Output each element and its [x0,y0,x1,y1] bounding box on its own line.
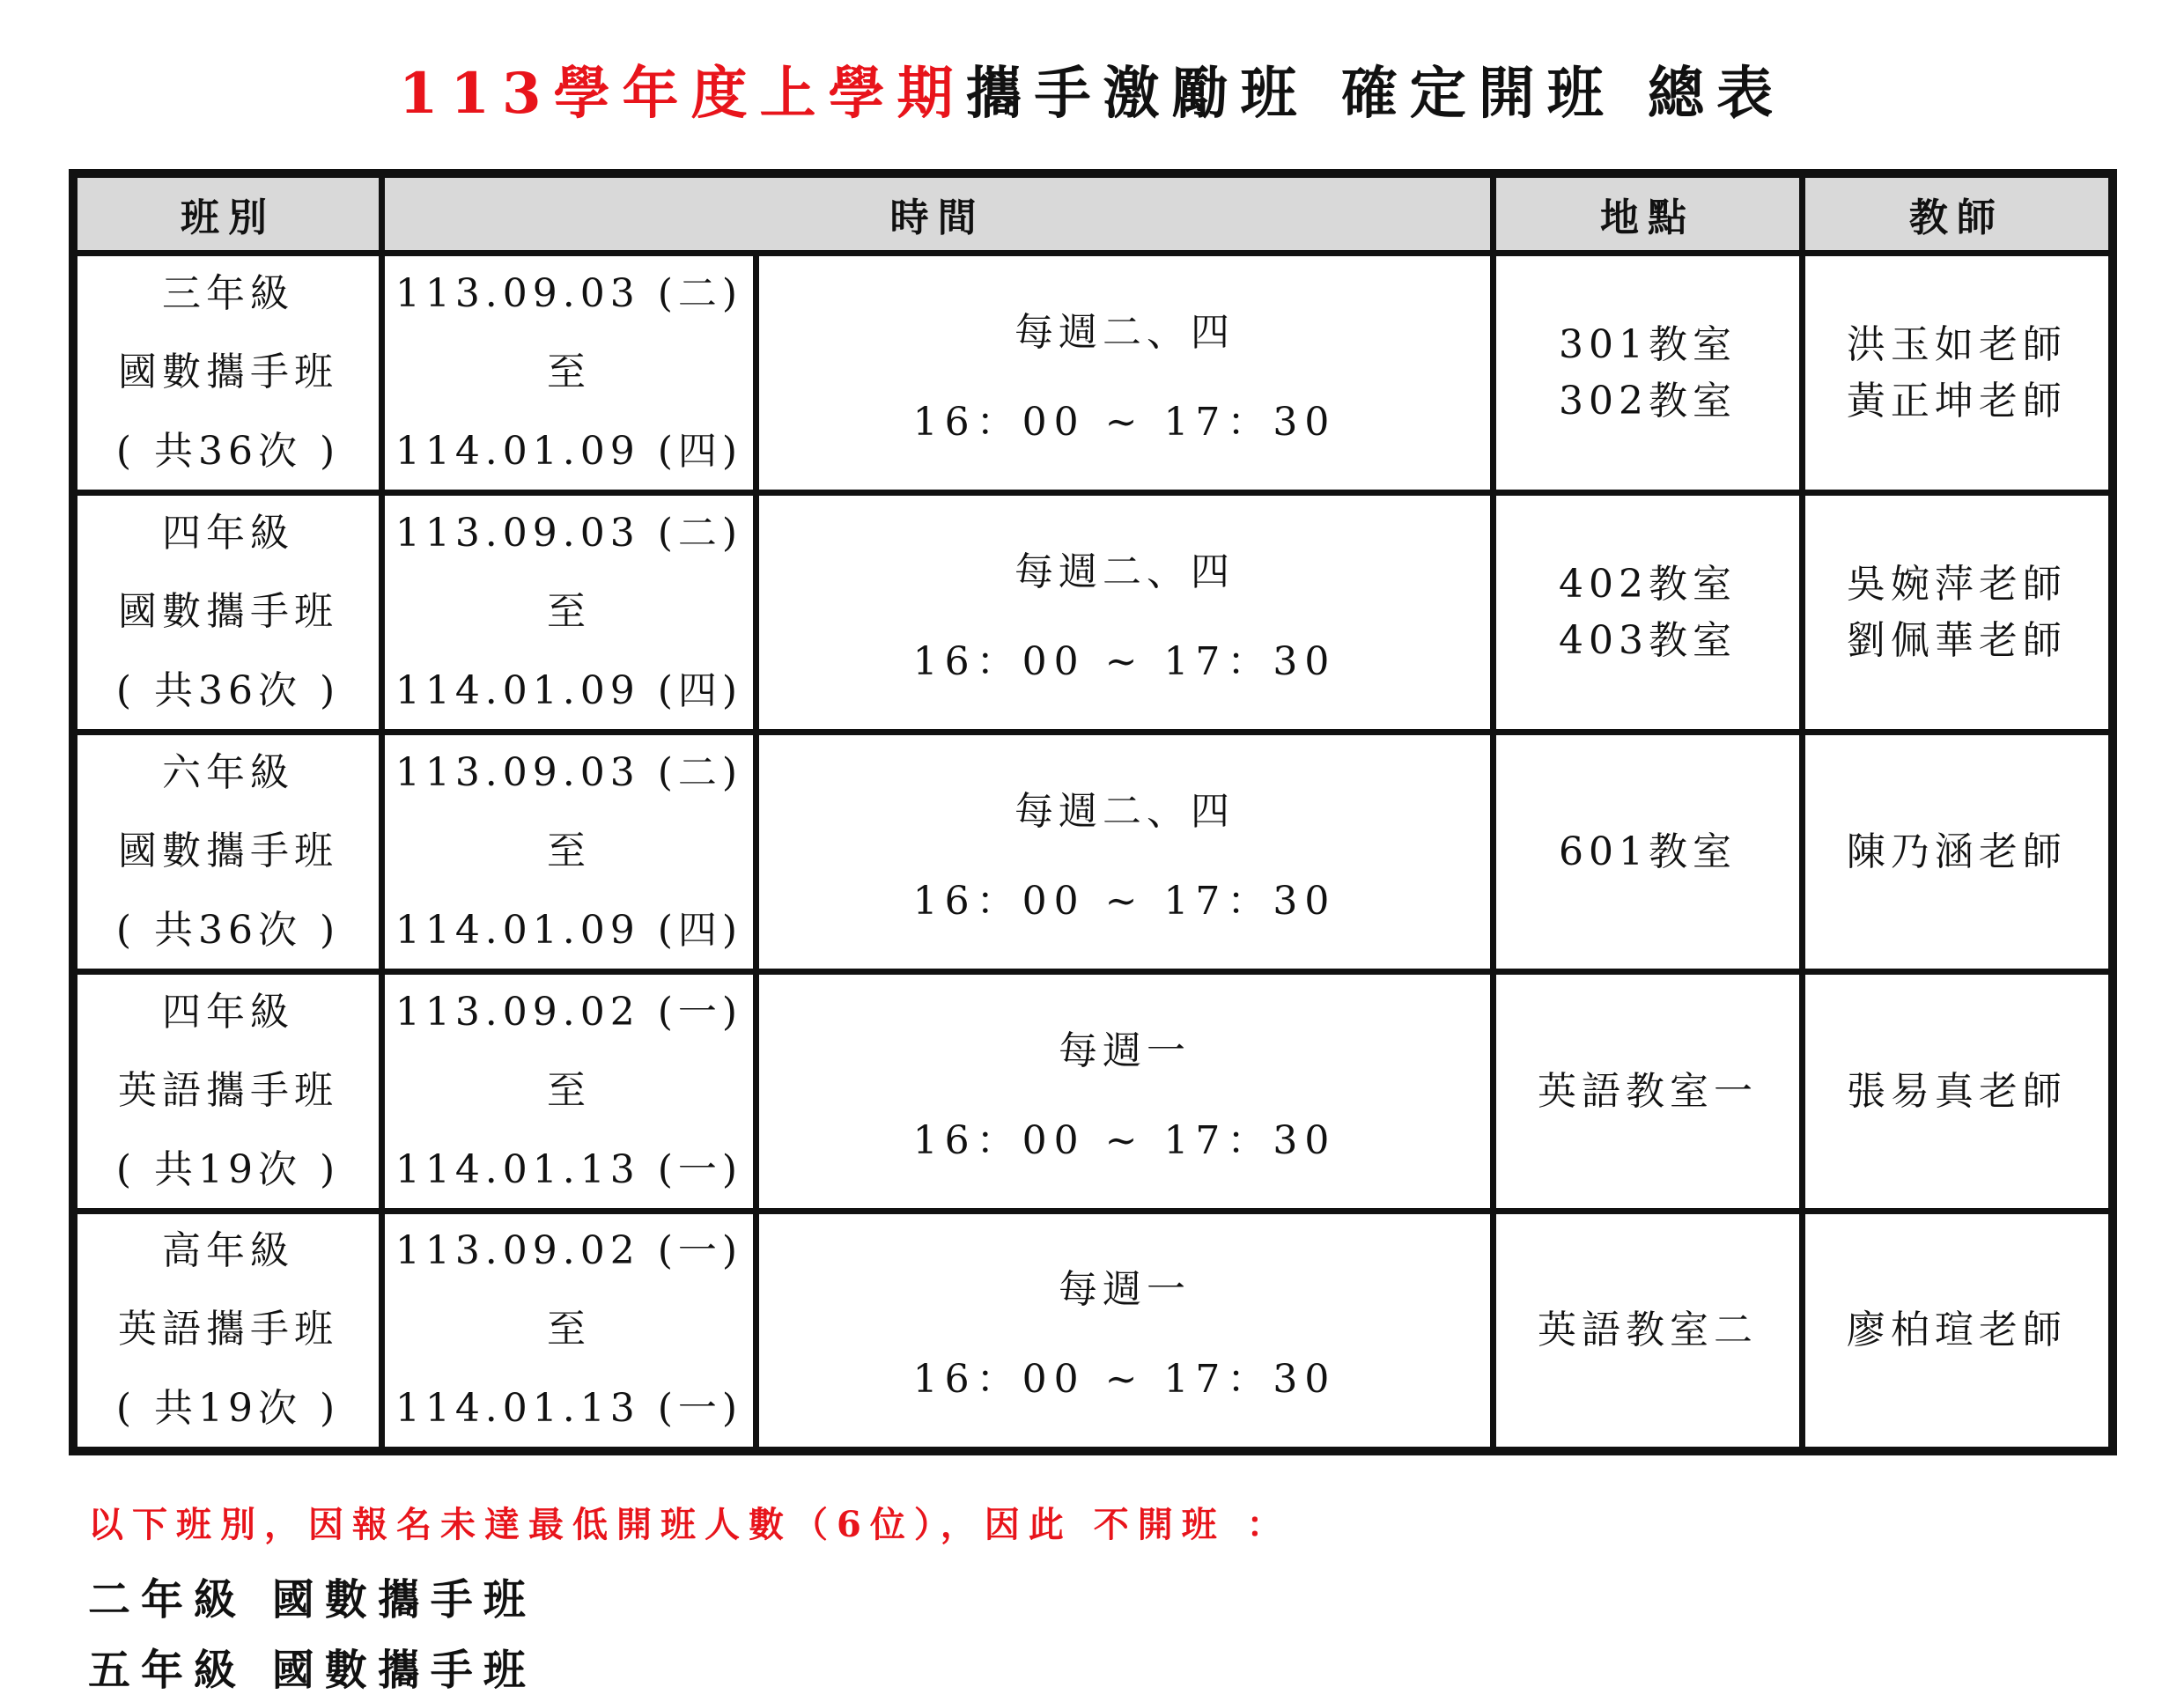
start-date: 113.09.03 (二) [395,510,743,556]
closed-class-item: 二年級 國數攜手班 [88,1575,536,1625]
session-count: ( 共36次 ) [115,428,341,474]
class-name: 國數攜手班 [118,829,339,874]
end-date: 114.01.09 (四) [395,907,743,953]
room: 英語教室一 [1538,1068,1759,1114]
title-description: 攜手激勵班 確定開班 總表 [965,61,1786,127]
weekly-frequency: 每週二、四 [1015,788,1236,834]
class-name: 英語攜手班 [118,1068,339,1114]
session-count: ( 共19次 ) [115,1385,341,1431]
session-count: ( 共19次 ) [115,1146,341,1192]
teacher-name: 吳婉萍老師 [1846,561,2067,607]
room: 302教室 [1559,378,1738,424]
header-location: 地點 [1494,173,1803,254]
date-range-cell [382,733,756,972]
weekly-time-cell [756,254,1493,493]
teacher-name: 陳乃涵老師 [1846,829,2067,874]
class-hours: 16：00 ~ 17：30 [912,638,1337,684]
class-cell [73,972,382,1212]
grade-label: 三年級 [162,270,295,316]
header-teacher: 教師 [1802,173,2113,254]
table-row [73,1212,2113,1451]
table-row [73,972,2113,1212]
end-date: 114.01.13 (一) [395,1146,743,1192]
class-hours: 16：00 ~ 17：30 [912,399,1337,445]
teacher-cell [1802,733,2113,972]
class-cell [73,254,382,493]
class-hours: 16：00 ~ 17：30 [912,1117,1337,1163]
date-range-cell [382,1212,756,1451]
teacher-name: 洪玉如老師 [1846,321,2067,367]
weekly-time-cell [756,972,1493,1212]
class-name: 國數攜手班 [118,350,339,395]
table-row [73,733,2113,972]
date-range-cell [382,493,756,733]
header-time: 時間 [382,173,1494,254]
class-cell [73,733,382,972]
room: 601教室 [1559,829,1738,874]
table-row [73,254,2113,493]
weekly-frequency: 每週二、四 [1015,549,1236,594]
location-cell [1494,972,1803,1212]
weekly-time-cell [756,493,1493,733]
location-cell [1494,1212,1803,1451]
start-date: 113.09.03 (二) [395,270,743,316]
location-cell [1494,733,1803,972]
class-cell [73,493,382,733]
start-date: 113.09.03 (二) [395,749,743,795]
date-to: 至 [546,829,591,874]
header-class: 班別 [73,173,382,254]
date-to: 至 [546,589,591,635]
weekly-frequency: 每週一 [1059,1028,1192,1073]
grade-label: 六年級 [162,749,295,795]
grade-label: 四年級 [162,510,295,556]
teacher-name: 黃正坤老師 [1846,378,2067,424]
grade-label: 高年級 [162,1227,295,1273]
teacher-name: 張易真老師 [1846,1068,2067,1114]
teacher-cell [1802,1212,2113,1451]
teacher-name: 劉佩華老師 [1846,617,2067,663]
title-school-term: 113學年度上學期 [398,61,966,127]
teacher-cell [1802,493,2113,733]
date-to: 至 [546,1068,591,1114]
date-range-cell [382,972,756,1212]
page-title [0,48,2184,129]
end-date: 114.01.09 (四) [395,428,743,474]
session-count: ( 共36次 ) [115,907,341,953]
weekly-frequency: 每週二、四 [1015,309,1236,355]
date-to: 至 [546,1307,591,1352]
room: 301教室 [1559,321,1738,367]
start-date: 113.09.02 (一) [395,1227,743,1273]
table-row [73,493,2113,733]
room: 英語教室二 [1538,1307,1759,1352]
end-date: 114.01.13 (一) [395,1385,743,1431]
teacher-name: 廖柏瑄老師 [1846,1307,2067,1352]
session-count: ( 共36次 ) [115,667,341,713]
location-cell [1494,254,1803,493]
date-range-cell [382,254,756,493]
location-cell [1494,493,1803,733]
room: 403教室 [1559,617,1738,663]
weekly-time-cell [756,1212,1493,1451]
start-date: 113.09.02 (一) [395,989,743,1035]
not-opened-notice: 以下班別，因報名未達最低開班人數（6位），因此 不開班 ： [88,1504,1291,1545]
class-cell [73,1212,382,1451]
class-hours: 16：00 ~ 17：30 [912,1356,1337,1402]
class-name: 國數攜手班 [118,589,339,635]
weekly-time-cell [756,733,1493,972]
end-date: 114.01.09 (四) [395,667,743,713]
class-hours: 16：00 ~ 17：30 [912,878,1337,924]
closed-class-item: 五年級 國數攜手班 [88,1646,536,1695]
grade-label: 四年級 [162,989,295,1035]
weekly-frequency: 每週一 [1059,1266,1192,1312]
teacher-cell [1802,254,2113,493]
teacher-cell [1802,972,2113,1212]
table-header-row [73,173,2113,254]
room: 402教室 [1559,561,1738,607]
schedule-table [69,169,2117,1455]
class-name: 英語攜手班 [118,1307,339,1352]
date-to: 至 [546,350,591,395]
